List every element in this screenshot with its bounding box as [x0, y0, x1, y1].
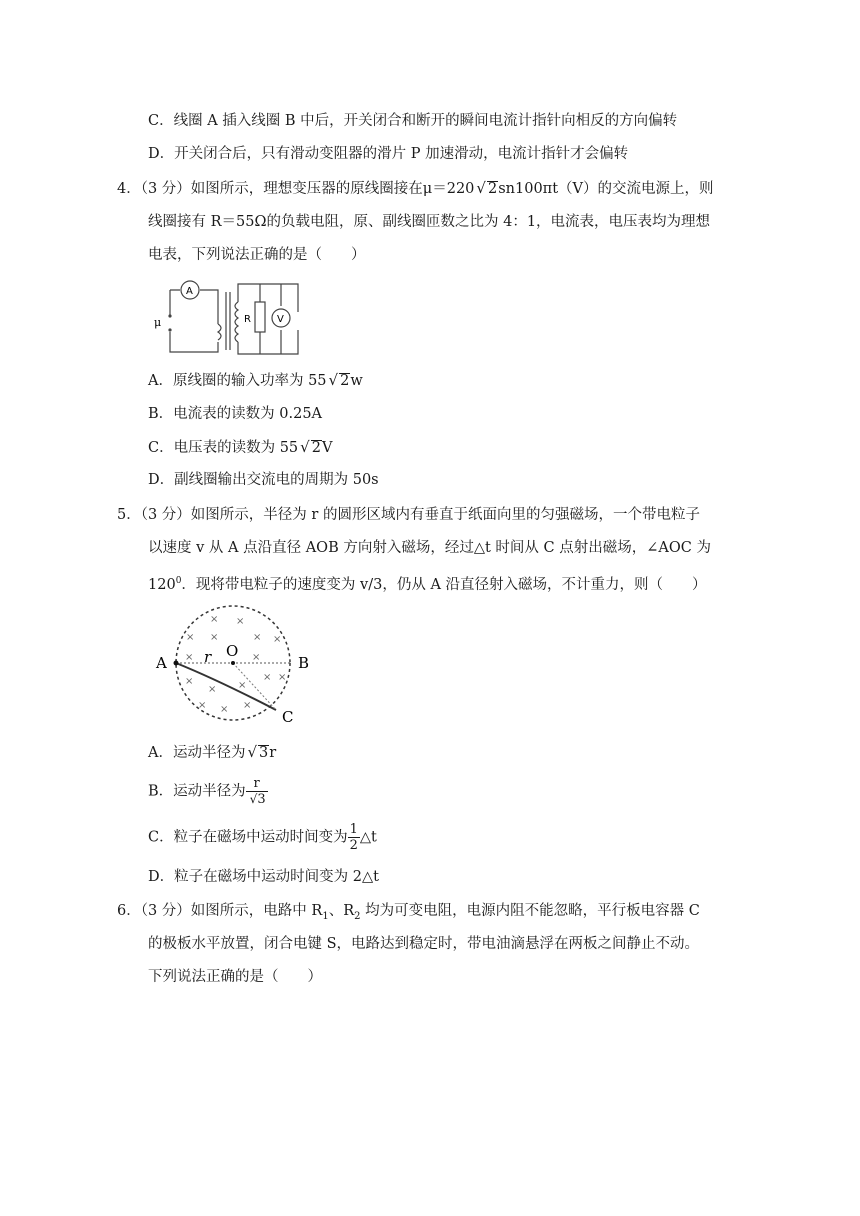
q4-option-a: A．原线圈的输入功率为 55 √ 2w: [148, 371, 363, 389]
svg-text:×: ×: [198, 700, 207, 711]
point-a-label: A: [156, 654, 167, 672]
magnetic-field-circle-diagram: [148, 600, 328, 725]
q6-stem-line2: 的极板水平放置，闭合电键 S，电路达到稳定时，带电油滴悬浮在两板之间静止不动。: [148, 936, 700, 952]
point-c-label: C: [282, 708, 294, 725]
resistor-label: R: [244, 314, 251, 325]
svg-text:×: ×: [185, 676, 194, 687]
svg-text:×: ×: [210, 614, 219, 625]
q5-stem-line1: 5．（3 分）如图所示，半径为 r 的圆形区域内有垂直于纸面向里的匀强磁场，一个带电粒子: [117, 507, 700, 523]
svg-text:×: ×: [186, 632, 195, 643]
ammeter-label: A: [186, 286, 193, 297]
voltmeter-label: V: [277, 314, 284, 325]
svg-text:×: ×: [273, 634, 282, 645]
svg-text:×: ×: [208, 684, 217, 695]
svg-text:×: ×: [253, 632, 262, 643]
svg-text:×: ×: [236, 616, 245, 627]
q4-stem-line1: 4．（3 分）如图所示，理想变压器的原线圈接在μ＝220 √ 2sn100πt（V）的交流电源上，则: [117, 179, 714, 197]
q5-stem-line2: 以速度 v 从 A 点沿直径 AOB 方向射入磁场，经过△t 时间从 C 点射出磁场，∠AOC 为: [148, 540, 711, 556]
q5-option-a: A．运动半径为 √ 3r: [148, 743, 277, 761]
q4-option-b: B．电流表的读数为 0.25A: [148, 406, 323, 422]
svg-text:×: ×: [210, 632, 219, 643]
radius-r-label: r: [204, 648, 212, 666]
svg-text:×: ×: [185, 652, 194, 663]
transformer-circuit-diagram: [148, 272, 318, 362]
q4-option-d: D．副线圈输出交流电的周期为 50s: [148, 472, 379, 488]
q5-option-d: D．粒子在磁场中运动时间变为 2△t: [148, 869, 379, 885]
svg-text:×: ×: [243, 700, 252, 711]
q6-stem-line3: 下列说法正确的是（ ）: [148, 969, 322, 985]
q3-option-c: C．线圈 A 插入线圈 B 中后，开关闭合和断开的瞬间电流计指针向相反的方向偏转: [148, 113, 678, 129]
q4-option-c: C．电压表的读数为 55 √ 2V: [148, 438, 333, 456]
q5-option-b: B．运动半径为 $\frac{r}{√3}$: [148, 776, 266, 807]
q6-stem-line1: 6．（3 分）如图所示，电路中 $R_1$、$R_2$ 均为可变电阻，电源内阻不能忽略，平行板电容器 C: [117, 903, 700, 922]
q3-option-d: D．开关闭合后，只有滑动变阻器的滑片 P 加速滑动，电流计指针才会偏转: [148, 146, 629, 162]
svg-text:×: ×: [220, 704, 229, 715]
q5-stem-line3: $120^0$．现将带电粒子的速度变为 v/3，仍从 A 沿直径射入磁场，不计重力，则（ ）: [148, 576, 707, 593]
svg-text:×: ×: [252, 652, 261, 663]
center-o-label: O: [226, 642, 239, 660]
svg-text:×: ×: [278, 672, 287, 683]
q4-stem-line3: 电表，下列说法正确的是（ ）: [148, 247, 366, 263]
q5-option-c: C．粒子在磁场中运动时间变为 $\frac{1}{2}$ △t: [148, 822, 377, 853]
point-b-label: B: [298, 654, 310, 672]
svg-text:×: ×: [238, 680, 247, 691]
q4-stem-line2: 线圈接有 R＝55Ω的负载电阻，原、副线圈匝数之比为 4：1，电流表，电压表均为理想: [148, 214, 711, 230]
svg-text:×: ×: [263, 672, 272, 683]
source-label: μ: [154, 316, 162, 329]
